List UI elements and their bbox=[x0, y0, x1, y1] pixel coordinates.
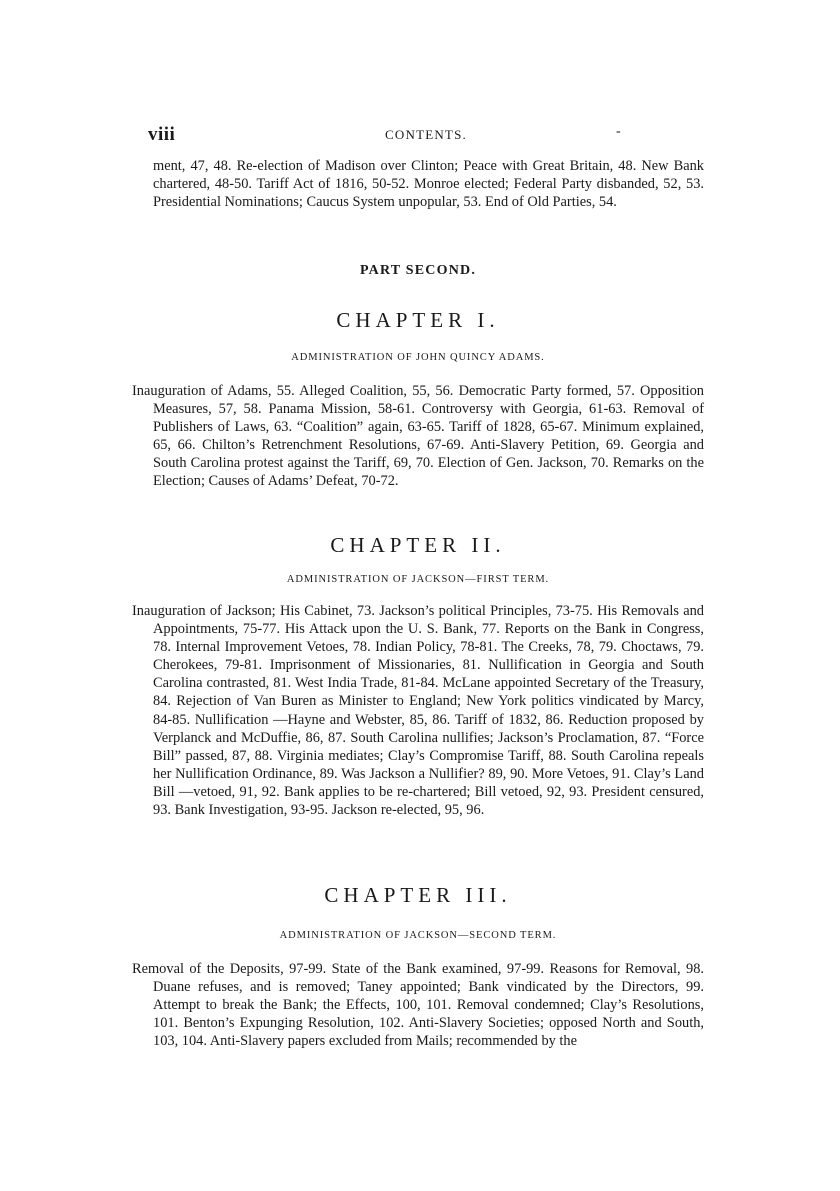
intro-paragraph-block bbox=[132, 157, 704, 211]
ink-mark: - bbox=[616, 124, 621, 139]
chapter-heading-2: CHAPTER II. bbox=[330, 533, 506, 557]
part-heading: PART SECOND. bbox=[359, 263, 477, 278]
chapter-heading-3: CHAPTER III. bbox=[324, 883, 512, 907]
chapter-1-summary: Inauguration of Adams, 55. Alleged Coalition, 55, 56. Democratic Party formed, 57. Opposition Measures, 57, 58. Panama Mission, 58-61. Controversy with Georgia, 61-63. Removal of Publishers of Laws, 63. “Coalition” again, 63-65. Tariff of 1828, 65-67. Minimum explained, 65, 66. Chilton’s Retrenchment Resolutions, 67-69. Anti-Slavery Petition, 69. Georgia and South Carolina protest against the Tariff, 69, 70. Election of Gen. Jackson, 70. Remarks on the Election; Causes of Adams’ Defeat, 70-72. bbox=[132, 383, 704, 490]
chapter-2-summary-block bbox=[132, 602, 704, 819]
chapter-2-summary: Inauguration of Jackson; His Cabinet, 73. Jackson’s political Principles, 73-75. His Removals and Appointments, 75-77. His Attack upon the U. S. Bank, 77. Reports on the Bank in Congress, 78. Internal Improvement Vetoes, 78. Indian Policy, 78-81. The Creeks, 78, 79. Choctaws, 79. Cherokees, 79-81. Imprisonment of Missionaries, 81. Nullification in Georgia and South Carolina contrasted, 81. West India Trade, 81-84. McLane appointed Secretary of the Treasury, 84. Rejection of Van Buren as Minister to England; New York politics vindicated by Marcy, 84-85. Nullification —Hayne and Webster, 85, 86. Tariff of 1832, 86. Reduction proposed by Verplanck and McDuffie, 86, 87. South Carolina nullifies; Jackson’s Proclamation, 87. “Force Bill” passed, 87, 88. Virginia mediates; Clay’s Compromise Tariff, 88. South Carolina repeals her Nullification Ordinance, 89. Was Jackson a Nullifier? 89, 90. More Vetoes, 91. Clay’s Land Bill —vetoed, 91, 92. Bank applies to be re-chartered; Bill vetoed, 92, 93. President censured, 93. Bank Investigation, 93-95. Jackson re-elected, 95, 96. bbox=[132, 603, 704, 819]
running-head bbox=[148, 124, 704, 148]
page-number: viii bbox=[148, 124, 176, 145]
chapter-subheading-2: ADMINISTRATION OF JACKSON—FIRST TERM. bbox=[286, 574, 550, 585]
intro-paragraph: ment, 47, 48. Re-election of Madison over Clinton; Peace with Great Britain, 48. New Bank chartered, 48-50. Tariff Act of 1816, 50-52. Monroe elected; Federal Party disbanded, 52, 53. Presidential Nominations; Caucus System unpopular, 53. End of Old Parties, 54. bbox=[153, 158, 704, 211]
chapter-1-summary-block bbox=[132, 382, 704, 491]
chapter-3-summary: Removal of the Deposits, 97-99. State of the Bank examined, 97-99. Reasons for Removal, 98. Duane refuses, and is removed; Taney appointed; Bank vindicated by the Directors, 99. Attempt to break the Bank; the Effects, 100, 101. Removal condemned; Clay’s Resolutions, 101. Benton’s Expunging Resolution, 102. Anti-Slavery Societies; opposed North and South, 103, 104. Anti-Slavery papers excluded from Mails; recommended by the bbox=[132, 961, 704, 1050]
chapter-subheading-1: ADMINISTRATION OF JOHN QUINCY ADAMS. bbox=[291, 352, 545, 363]
running-title: CONTENTS. bbox=[385, 127, 467, 142]
chapter-3-summary-block bbox=[132, 960, 704, 1050]
chapter-subheading-3: ADMINISTRATION OF JACKSON—SECOND TERM. bbox=[279, 930, 557, 941]
chapter-heading-1: CHAPTER I. bbox=[336, 308, 500, 332]
